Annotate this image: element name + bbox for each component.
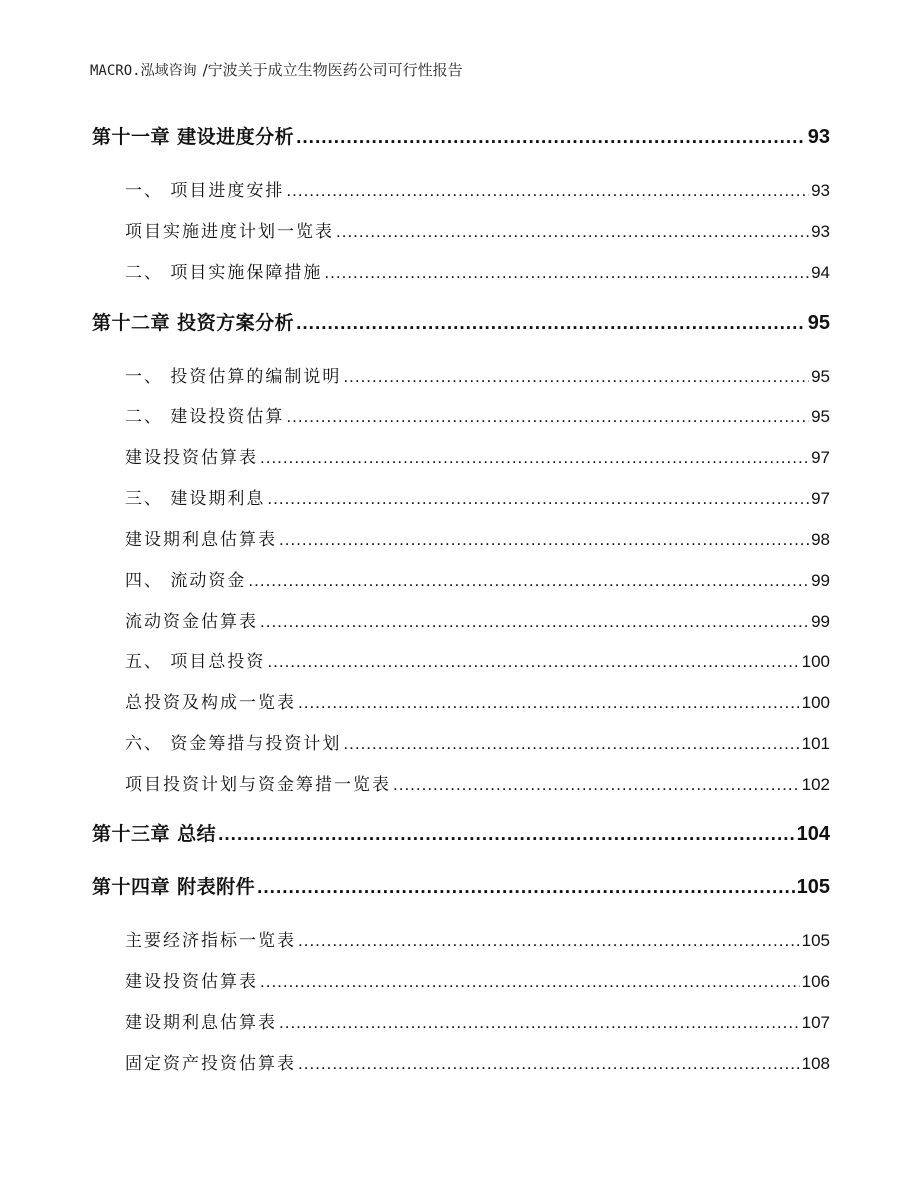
toc-entry-title: 建设期利息估算表 (125, 1013, 277, 1033)
toc-entry-title: 总投资及构成一览表 (125, 693, 296, 713)
toc-table-12-3[interactable] (125, 607, 830, 633)
toc-entry-title: 一、 投资估算的编制说明 (125, 367, 342, 387)
toc-section-11-2[interactable] (125, 258, 830, 284)
toc-page-number: 108 (801, 1054, 830, 1073)
toc-page-number: 105 (801, 931, 830, 950)
toc-page-number: 97 (811, 489, 830, 508)
toc-table-12-2[interactable] (125, 525, 830, 551)
toc-dot-leader (279, 530, 809, 550)
header-document-title: 宁波关于成立生物医药公司可行性报告 (207, 61, 463, 79)
toc-page-number: 95 (807, 312, 830, 334)
toc-page-number: 98 (811, 530, 830, 549)
toc-page-number: 100 (801, 693, 830, 712)
toc-page-number: 101 (801, 734, 830, 753)
toc-dot-leader (336, 222, 809, 242)
toc-table-14-3[interactable] (125, 1008, 830, 1034)
toc-entry-title: 项目实施进度计划一览表 (125, 222, 334, 242)
toc-section-12-2[interactable] (125, 402, 830, 428)
toc-section-12-4[interactable] (125, 566, 830, 592)
toc-page-number: 93 (811, 222, 830, 241)
toc-dot-leader (393, 775, 800, 795)
toc-dot-leader (296, 127, 806, 149)
toc-entry-title: 四、 流动资金 (125, 571, 247, 591)
toc-chapter-13[interactable] (92, 819, 830, 847)
toc-dot-leader (343, 367, 809, 387)
header-company: MACRO.泓域咨询 (90, 63, 197, 79)
toc-entry-title: 第十三章 总结 (92, 823, 217, 845)
toc-table-12-1[interactable] (125, 443, 830, 469)
toc-table-14-4[interactable] (125, 1049, 830, 1075)
toc-page-number: 102 (801, 775, 830, 794)
toc-page-number: 97 (811, 448, 830, 467)
toc-page-number: 100 (801, 652, 830, 671)
header-separator: / (202, 61, 208, 79)
toc-dot-leader (298, 693, 800, 713)
toc-dot-leader (248, 571, 809, 591)
toc-entry-title: 二、 建设投资估算 (125, 407, 285, 427)
toc-section-12-1[interactable] (125, 362, 830, 388)
toc-entry-title: 建设期利息估算表 (125, 530, 277, 550)
toc-page-number: 107 (801, 1013, 830, 1032)
page-header (90, 60, 463, 81)
toc-entry-title: 三、 建设期利息 (125, 489, 266, 509)
toc-table-11-1[interactable] (125, 217, 830, 243)
toc-entry-title: 六、 资金筹措与投资计划 (125, 734, 342, 754)
toc-dot-leader (298, 931, 800, 951)
toc-page-number: 99 (811, 612, 830, 631)
toc-chapter-14[interactable] (92, 872, 830, 900)
toc-entry-title: 五、 项目总投资 (125, 652, 266, 672)
toc-page-number: 95 (811, 367, 830, 386)
toc-page-number: 93 (807, 126, 830, 148)
toc-dot-leader (260, 448, 809, 468)
toc-dot-leader (296, 313, 806, 335)
toc-entry-title: 主要经济指标一览表 (125, 931, 296, 951)
toc-page-number: 95 (811, 407, 830, 426)
toc-entry-title: 第十二章 投资方案分析 (92, 312, 295, 334)
toc-dot-leader (218, 824, 795, 846)
toc-entry-title: 建设投资估算表 (125, 972, 258, 992)
toc-page-number: 105 (796, 876, 830, 898)
toc-dot-leader (286, 181, 809, 201)
toc-page-number: 94 (811, 263, 830, 282)
toc-entry-title: 项目投资计划与资金筹措一览表 (125, 775, 391, 795)
toc-dot-leader (279, 1013, 800, 1033)
toc-entry-title: 第十四章 附表附件 (92, 876, 256, 898)
toc-dot-leader (267, 652, 799, 672)
toc-table-14-1[interactable] (125, 926, 830, 952)
toc-dot-leader (260, 972, 800, 992)
toc-entry-title: 一、 项目进度安排 (125, 181, 285, 201)
toc-entry-title: 二、 项目实施保障措施 (125, 263, 323, 283)
toc-section-12-5[interactable] (125, 647, 830, 673)
toc-dot-leader (286, 407, 809, 427)
toc-chapter-12[interactable] (92, 308, 830, 336)
toc-section-11-1[interactable] (125, 176, 830, 202)
toc-dot-leader (298, 1054, 800, 1074)
toc-chapter-11[interactable] (92, 122, 830, 150)
toc-entry-title: 第十一章 建设进度分析 (92, 126, 295, 148)
toc-entry-title: 固定资产投资估算表 (125, 1054, 296, 1074)
toc-dot-leader (257, 877, 795, 899)
toc-dot-leader (267, 489, 809, 509)
toc-section-12-3[interactable] (125, 484, 830, 510)
toc-page-number: 104 (796, 823, 830, 845)
toc-table-12-4[interactable] (125, 688, 830, 714)
toc-table-14-2[interactable] (125, 967, 830, 993)
toc-page-number: 93 (811, 181, 830, 200)
toc-section-12-6[interactable] (125, 729, 830, 755)
toc-dot-leader (343, 734, 799, 754)
toc-entry-title: 流动资金估算表 (125, 612, 258, 632)
toc-table-12-5[interactable] (125, 770, 830, 796)
toc-page-number: 106 (801, 972, 830, 991)
toc-dot-leader (260, 612, 809, 632)
toc-page-number: 99 (811, 571, 830, 590)
toc-entry-title: 建设投资估算表 (125, 448, 258, 468)
toc-dot-leader (324, 263, 809, 283)
